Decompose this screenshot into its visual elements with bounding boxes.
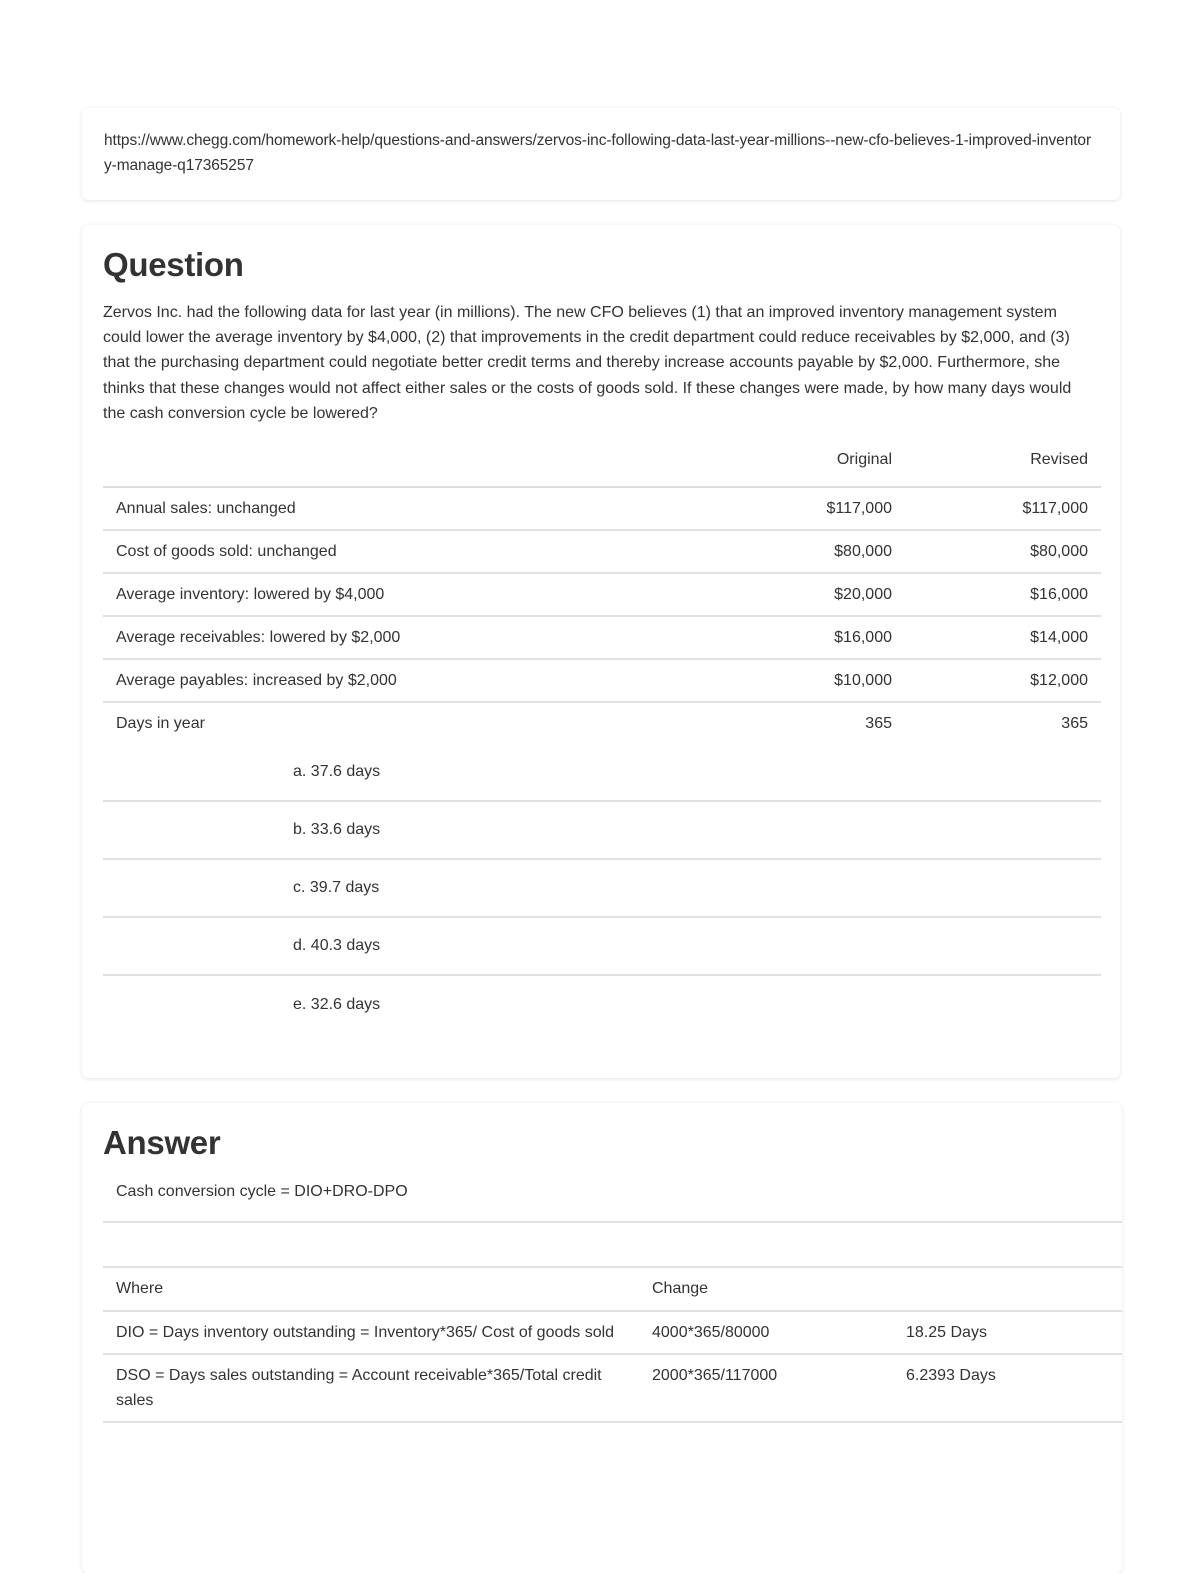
table-header-original: Original	[722, 451, 905, 487]
revised-value: $12,000	[905, 659, 1101, 702]
original-value: $20,000	[722, 573, 905, 616]
row-label: Days in year	[116, 714, 205, 732]
original-value: $10,000	[722, 659, 905, 702]
calculation-cell: 4000*365/80000	[639, 1311, 893, 1354]
row-label: Average receivables: lowered by $2,000	[103, 616, 722, 659]
header-where: Where	[103, 1268, 639, 1311]
blank-row	[103, 1223, 1122, 1268]
question-card	[82, 225, 1120, 1078]
row-label: Average payables: increased by $2,000	[103, 659, 722, 702]
table-row	[103, 616, 1101, 659]
answer-table-header	[103, 1268, 1122, 1311]
answer-body	[103, 1183, 1122, 1423]
table-row	[103, 1311, 1122, 1354]
source-url: https://www.chegg.com/homework-help/questions-and-answers/zervos-inc-following-data-last-year-millions--new-cfo-believes-1-improved-inventory-manage-q17365257	[104, 132, 1092, 174]
revised-value: $14,000	[905, 616, 1101, 659]
header-result	[893, 1268, 1122, 1311]
table-row	[103, 659, 1101, 702]
table-header-revised: Revised	[905, 451, 1101, 487]
table-row	[103, 487, 1101, 530]
option-e: e. 32.6 days	[293, 996, 381, 1014]
option-b: b. 33.6 days	[103, 802, 1101, 860]
revised-value: $80,000	[905, 530, 1101, 573]
question-text: Zervos Inc. had the following data for last year (in millions). The new CFO believes (1) that an improved inventory management system could lower the average inventory by $4,000, (2) that improvements in the credit department could reduce receivables by $2,000, and (3) that the purchasing department could negotiate better credit terms and thereby increase accounts payable by $2,000. Furthermore, she thinks that these changes would not affect either sales or the costs of goods sold. If these changes were made, by how many days would the cash conversion cycle be lowered?	[103, 304, 1072, 422]
answer-table	[103, 1268, 1122, 1423]
financial-data-table	[103, 451, 1101, 744]
ccc-formula: Cash conversion cycle = DIO+DRO-DPO	[103, 1183, 1122, 1223]
answer-card	[82, 1103, 1122, 1573]
calculation-cell: 2000*365/117000	[639, 1354, 893, 1422]
original-value: $80,000	[722, 530, 905, 573]
definition-cell: DSO = Days sales outstanding = Account receivable*365/Total credit sales	[103, 1354, 639, 1422]
original-value: $117,000	[722, 487, 905, 530]
revised-value: 365	[1061, 714, 1088, 732]
option-a: a. 37.6 days	[103, 744, 1101, 802]
option-d: d. 40.3 days	[103, 918, 1101, 976]
option-c: c. 39.7 days	[103, 860, 1101, 918]
result-cell: 18.25 Days	[893, 1311, 1122, 1354]
row-label: Annual sales: unchanged	[103, 487, 722, 530]
table-row	[103, 530, 1101, 573]
result-cell: 6.2393 Days	[893, 1354, 1122, 1422]
table-row	[103, 573, 1101, 616]
row-label: Average inventory: lowered by $4,000	[103, 573, 722, 616]
revised-value: $117,000	[905, 487, 1101, 530]
table-row	[103, 1354, 1122, 1422]
row-label: Cost of goods sold: unchanged	[103, 530, 722, 573]
answer-options	[103, 744, 1101, 1034]
original-value: $16,000	[722, 616, 905, 659]
header-change: Change	[639, 1268, 893, 1311]
answer-heading: Answer	[103, 1124, 221, 1161]
original-value: 365	[865, 714, 892, 732]
table-row	[103, 702, 1101, 744]
definition-cell: DIO = Days inventory outstanding = Inventory*365/ Cost of goods sold	[103, 1311, 639, 1354]
table-header-blank	[103, 451, 722, 487]
question-heading: Question	[103, 246, 244, 283]
table-header-row	[103, 451, 1101, 487]
source-url-card	[82, 108, 1120, 200]
revised-value: $16,000	[905, 573, 1101, 616]
